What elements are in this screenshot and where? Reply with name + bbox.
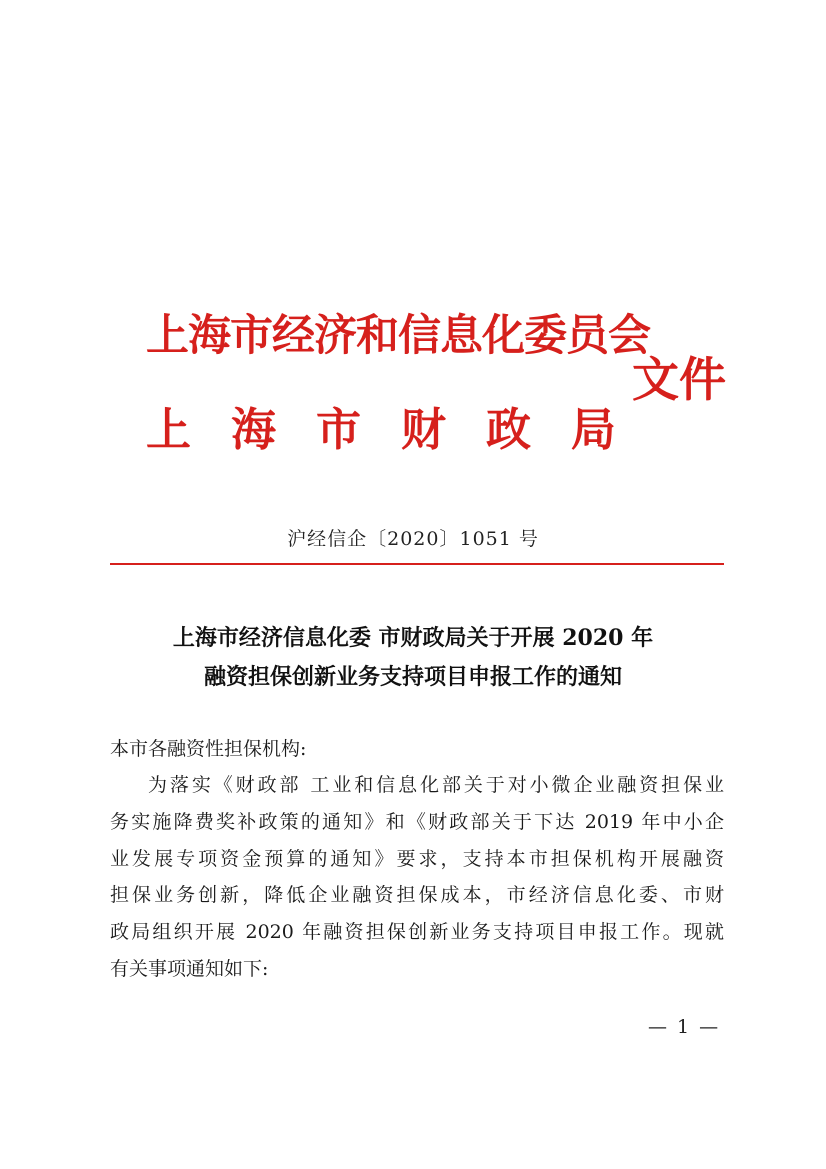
- body-line: 务实施降费奖补政策的通知》和《财政部关于下达 2019 年中小企: [110, 811, 724, 833]
- document-number: 沪经信企〔2020〕1051 号: [287, 528, 539, 550]
- issuer-2-char: 政: [485, 403, 531, 456]
- issuer-2-char: 市: [315, 403, 361, 456]
- document-title-line-2: 融资担保创新业务支持项目申报工作的通知: [203, 664, 622, 690]
- issuer-name-1: 上海市经济和信息化委员会: [146, 311, 650, 361]
- issuer-name-2: [146, 393, 616, 458]
- document-title-line-1: 上海市经济信息化委 市财政局关于开展 2020 年: [172, 625, 654, 651]
- issuer-2-char: 局: [570, 403, 616, 456]
- body-line: 为落实《财政部 工业和信息化部关于对小微企业融资担保业: [148, 774, 724, 796]
- page-number: — 1 —: [648, 1016, 721, 1038]
- body-line: 政局组织开展 2020 年融资担保创新业务支持项目申报工作。现就: [110, 921, 724, 943]
- body-line: 业发展专项资金预算的通知》要求，支持本市担保机构开展融资: [110, 848, 724, 870]
- document-suffix: 文件: [632, 353, 726, 408]
- body-line: 有关事项通知如下:: [110, 958, 269, 980]
- issuer-2-char: 财: [400, 403, 446, 456]
- issuer-2-char: 上: [146, 403, 192, 456]
- issuer-2-char: 海: [230, 403, 276, 456]
- red-divider: [110, 563, 724, 565]
- salutation: 本市各融资性担保机构:: [110, 738, 307, 760]
- body-line: 担保业务创新，降低企业融资担保成本，市经济信息化委、市财: [110, 884, 724, 906]
